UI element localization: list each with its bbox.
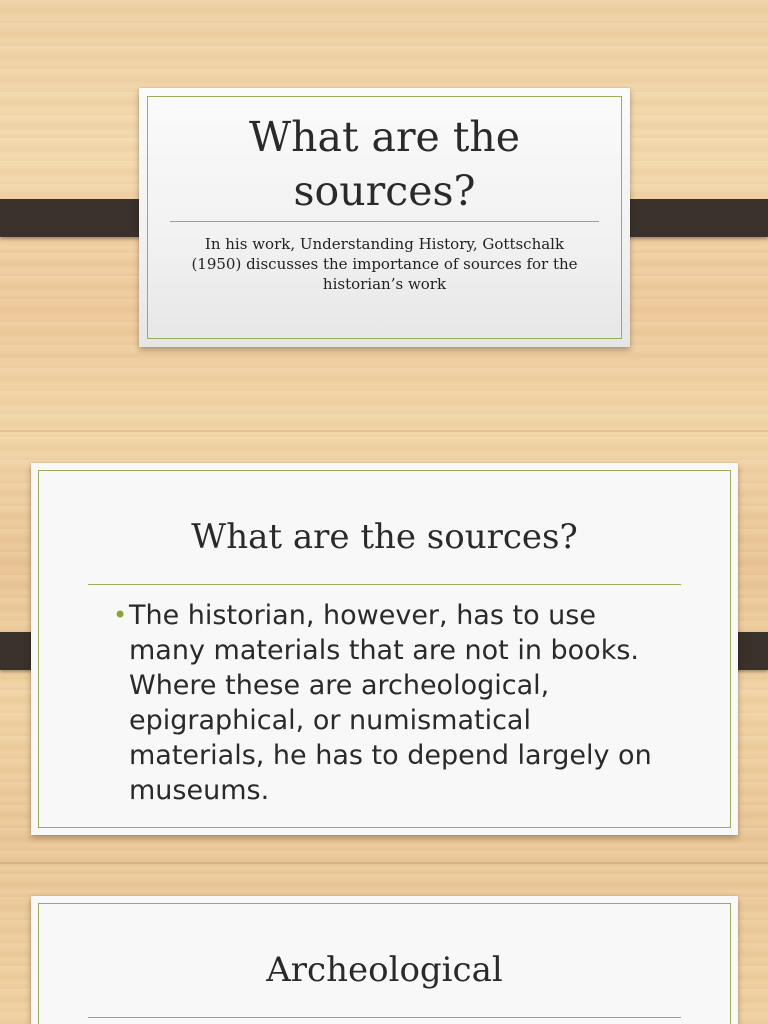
plank-seam	[0, 862, 768, 864]
slide-2-bullet	[113, 598, 653, 808]
bullet-dot-icon: •	[113, 601, 128, 629]
slide-2-bullet-text: The historian, however, has to use many materials that are not in books. Where these are archeological, epigraphical, or numismatical materials, he has to depend largely on museums.	[129, 600, 652, 806]
slide-1[interactable]	[139, 88, 630, 347]
slide-2-divider	[88, 584, 681, 585]
slide-2-title: What are the sources?	[191, 517, 578, 557]
slide-tab-left	[0, 199, 155, 237]
slide-3-divider	[88, 1017, 681, 1018]
slide-1-title: What are the sources?	[249, 113, 520, 215]
slide-tab-right	[613, 199, 768, 237]
slide-3-title: Archeological	[266, 950, 503, 990]
slide-3[interactable]	[31, 896, 738, 1024]
slide-1-divider	[170, 221, 599, 222]
plank-seam	[0, 430, 768, 432]
slide-1-subtitle: In his work, Understanding History, Gottschalk (1950) discusses the importance of sources for the historian’s work	[191, 235, 578, 293]
slide-2[interactable]	[31, 463, 738, 835]
